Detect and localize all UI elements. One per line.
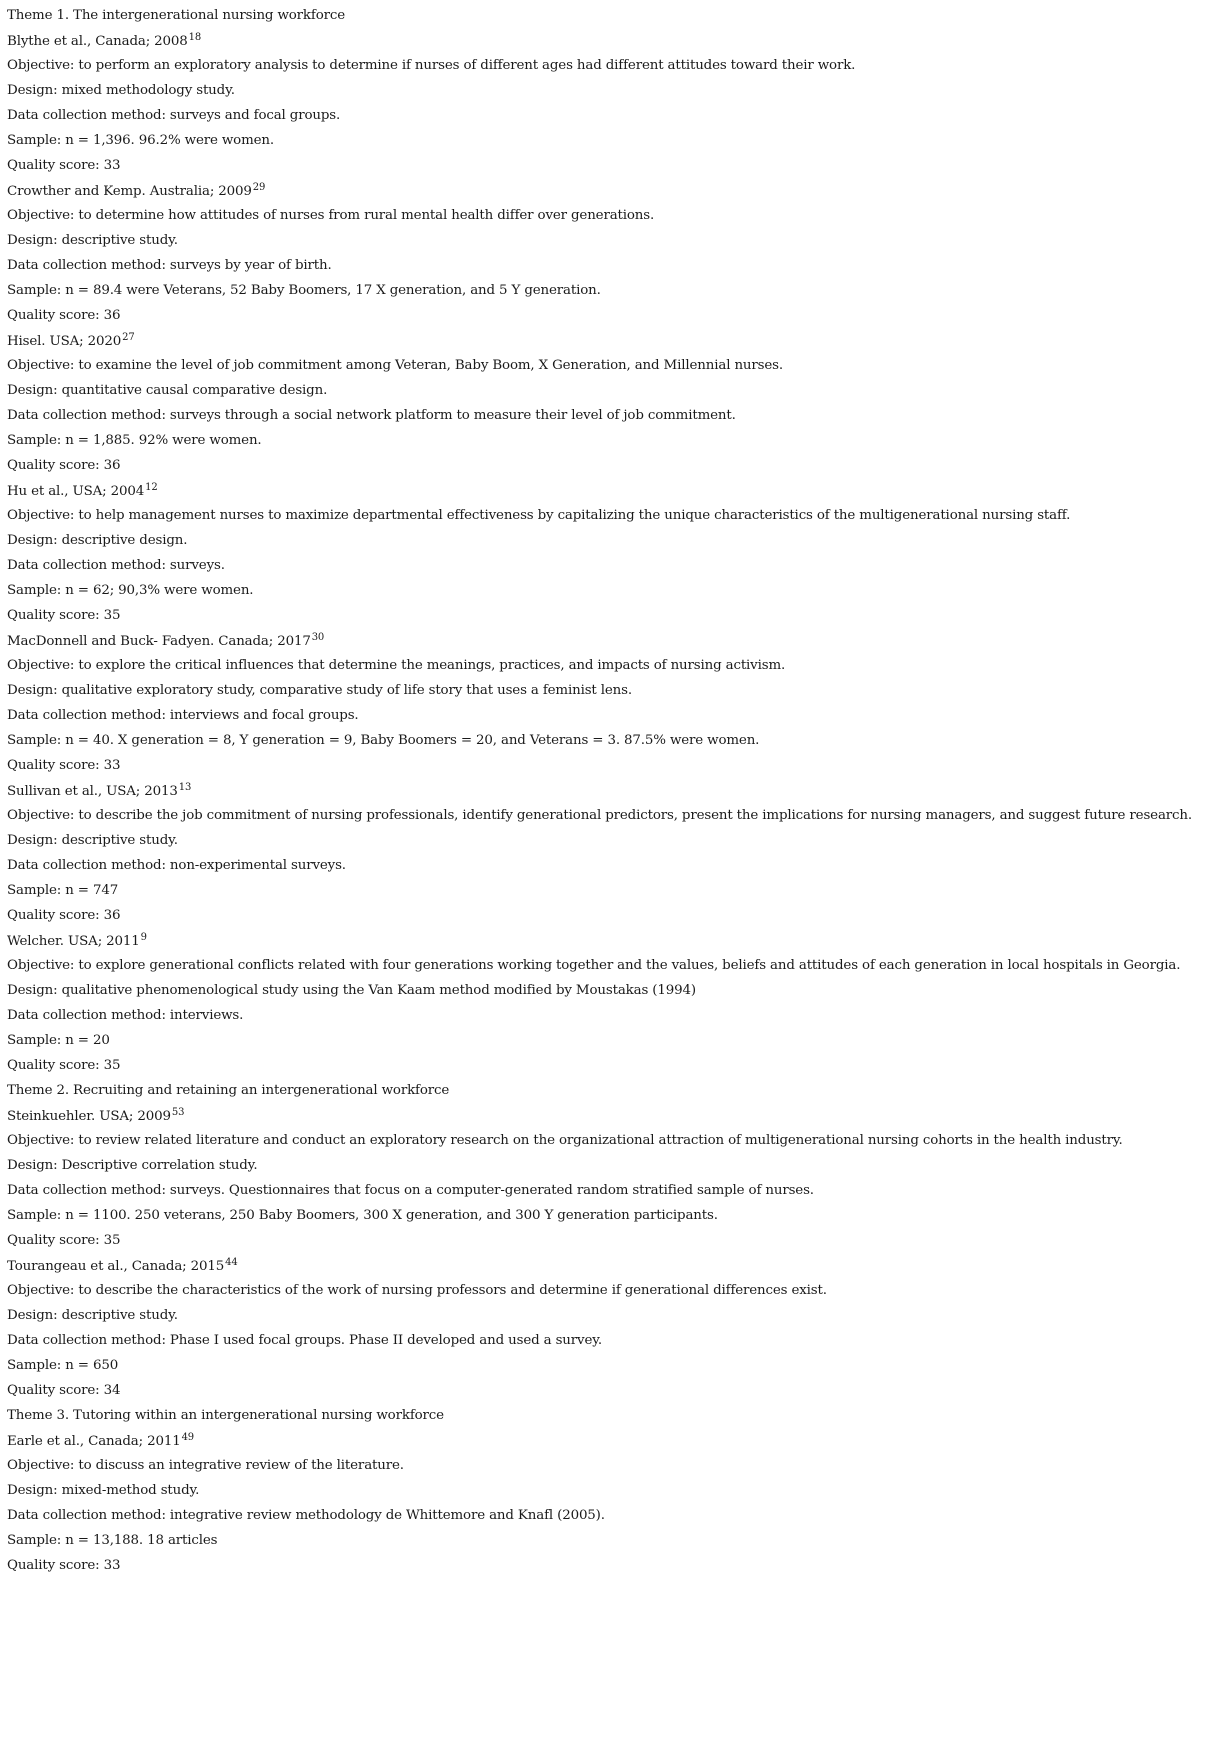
- study-entry: [7, 1254, 1199, 1404]
- study-design: Design: descriptive study.: [7, 833, 178, 848]
- study-data-collection: Data collection method: interviews and focal groups.: [7, 708, 359, 723]
- study-design: Design: descriptive study.: [7, 233, 178, 248]
- study-quality-score: Quality score: 33: [7, 158, 121, 173]
- study-quality-score: Quality score: 35: [7, 608, 121, 623]
- study-title: [7, 179, 1199, 204]
- study-data-collection: Data collection method: integrative review methodology de Whittemore and Knafl (2005).: [7, 1508, 605, 1523]
- study-design: Design: quantitative causal comparative design.: [7, 383, 328, 398]
- study-citation: Hisel. USA; 2020: [7, 334, 122, 349]
- study-design: Design: qualitative exploratory study, comparative study of life story that uses a feminist lens.: [7, 683, 632, 698]
- study-objective: Objective: to review related literature and conduct an exploratory research on the organizational attraction of multigenerational nursing cohorts in the health industry.: [7, 1133, 1123, 1148]
- reference-number: 29: [252, 181, 266, 193]
- study-objective: Objective: to discuss an integrative review of the literature.: [7, 1458, 404, 1473]
- study-citation: Hu et al., USA; 2004: [7, 484, 145, 499]
- study-entry: [7, 329, 1199, 479]
- study-title: [7, 1254, 1199, 1279]
- study-sample: Sample: n = 747: [7, 883, 119, 898]
- study-citation: Crowther and Kemp. Australia; 2009: [7, 184, 252, 199]
- study-objective: Objective: to examine the level of job commitment among Veteran, Baby Boom, X Generation, and Millennial nurses.: [7, 358, 783, 373]
- study-title: [7, 1429, 1199, 1454]
- study-design: Design: descriptive design.: [7, 533, 188, 548]
- reference-number: 13: [178, 781, 192, 793]
- study-entry: [7, 629, 1199, 779]
- study-data-collection: Data collection method: surveys and focal groups.: [7, 108, 341, 123]
- study-objective: Objective: to perform an exploratory analysis to determine if nurses of different ages had different attitudes toward their work.: [7, 58, 856, 73]
- study-summary-document: [7, 4, 1199, 1579]
- study-quality-score: Quality score: 34: [7, 1383, 121, 1398]
- study-objective: Objective: to explore the critical influences that determine the meanings, practices, and impacts of nursing activism.: [7, 658, 786, 673]
- study-citation: Blythe et al., Canada; 2008: [7, 34, 188, 49]
- reference-number: 27: [122, 331, 135, 343]
- study-sample: Sample: n = 62; 90,3% were women.: [7, 583, 254, 598]
- study-quality-score: Quality score: 36: [7, 908, 121, 923]
- study-citation: Earle et al., Canada; 2011: [7, 1434, 181, 1449]
- reference-number: 18: [188, 31, 202, 43]
- study-data-collection: Data collection method: surveys through a social network platform to measure their level of job commitment.: [7, 408, 736, 423]
- study-data-collection: Data collection method: Phase I used focal groups. Phase II developed and used a survey.: [7, 1333, 602, 1348]
- theme-heading: Theme 2. Recruiting and retaining an intergenerational workforce: [7, 1083, 450, 1098]
- study-quality-score: Quality score: 36: [7, 308, 121, 323]
- study-quality-score: Quality score: 33: [7, 758, 121, 773]
- theme-heading: Theme 1. The intergenerational nursing workforce: [7, 8, 345, 23]
- study-design: Design: qualitative phenomenological study using the Van Kaam method modified by Moustakas (1994): [7, 983, 696, 998]
- study-objective: Objective: to help management nurses to maximize departmental effectiveness by capitalizing the unique characteristics of the multigenerational nursing staff.: [7, 508, 1071, 523]
- study-objective: Objective: to explore generational conflicts related with four generations working together and the values, beliefs and attitudes of each generation in local hospitals in Georgia.: [7, 958, 1181, 973]
- reference-number: 9: [140, 931, 147, 943]
- study-entry: [7, 29, 1199, 179]
- study-design: Design: descriptive study.: [7, 1308, 178, 1323]
- study-objective: Objective: to determine how attitudes of nurses from rural mental health differ over generations.: [7, 208, 655, 223]
- study-sample: Sample: n = 1,885. 92% were women.: [7, 433, 262, 448]
- study-sample: Sample: n = 13,188. 18 articles: [7, 1533, 218, 1548]
- reference-number: 30: [311, 631, 325, 643]
- study-objective: Objective: to describe the job commitment of nursing professionals, identify generational predictors, present the implications for nursing managers, and suggest future research.: [7, 808, 1192, 823]
- study-entry: [7, 1104, 1199, 1254]
- study-citation: MacDonnell and Buck- Fadyen. Canada; 2017: [7, 634, 311, 649]
- study-design: Design: Descriptive correlation study.: [7, 1158, 258, 1173]
- study-sample: Sample: n = 20: [7, 1033, 110, 1048]
- study-title: [7, 1104, 1199, 1129]
- study-citation: Welcher. USA; 2011: [7, 934, 140, 949]
- reference-number: 53: [171, 1106, 185, 1118]
- study-entry: [7, 479, 1199, 629]
- theme-heading: Theme 3. Tutoring within an intergenerational nursing workforce: [7, 1408, 444, 1423]
- study-entry: [7, 179, 1199, 329]
- study-data-collection: Data collection method: surveys by year of birth.: [7, 258, 332, 273]
- study-design: Design: mixed-method study.: [7, 1483, 200, 1498]
- study-sample: Sample: n = 40. X generation = 8, Y generation = 9, Baby Boomers = 20, and Veterans = 3. 87.5% were women.: [7, 733, 760, 748]
- study-sample: Sample: n = 1100. 250 veterans, 250 Baby Boomers, 300 X generation, and 300 Y generation participants.: [7, 1208, 718, 1223]
- study-quality-score: Quality score: 35: [7, 1058, 121, 1073]
- study-data-collection: Data collection method: non-experimental surveys.: [7, 858, 346, 873]
- study-design: Design: mixed methodology study.: [7, 83, 235, 98]
- reference-number: 49: [181, 1431, 194, 1443]
- study-title: [7, 629, 1199, 654]
- reference-number: 12: [145, 481, 158, 493]
- study-entry: [7, 1429, 1199, 1579]
- study-entry: [7, 929, 1199, 1079]
- study-quality-score: Quality score: 36: [7, 458, 121, 473]
- study-title: [7, 29, 1199, 54]
- study-title: [7, 779, 1199, 804]
- study-sample: Sample: n = 650: [7, 1358, 119, 1373]
- study-citation: Steinkuehler. USA; 2009: [7, 1109, 171, 1124]
- study-data-collection: Data collection method: surveys.: [7, 558, 225, 573]
- reference-number: 44: [225, 1256, 238, 1268]
- study-title: [7, 329, 1199, 354]
- study-data-collection: Data collection method: interviews.: [7, 1008, 244, 1023]
- study-citation: Tourangeau et al., Canada; 2015: [7, 1259, 225, 1274]
- study-entry: [7, 779, 1199, 929]
- study-sample: Sample: n = 89.4 were Veterans, 52 Baby Boomers, 17 X generation, and 5 Y generation.: [7, 283, 601, 298]
- study-quality-score: Quality score: 35: [7, 1233, 121, 1248]
- study-sample: Sample: n = 1,396. 96.2% were women.: [7, 133, 274, 148]
- study-objective: Objective: to describe the characteristics of the work of nursing professors and determine if generational differences exist.: [7, 1283, 827, 1298]
- study-title: [7, 479, 1199, 504]
- study-citation: Sullivan et al., USA; 2013: [7, 784, 178, 799]
- study-quality-score: Quality score: 33: [7, 1558, 121, 1573]
- study-title: [7, 929, 1199, 954]
- study-data-collection: Data collection method: surveys. Questionnaires that focus on a computer-generated random stratified sample of nurses.: [7, 1183, 814, 1198]
